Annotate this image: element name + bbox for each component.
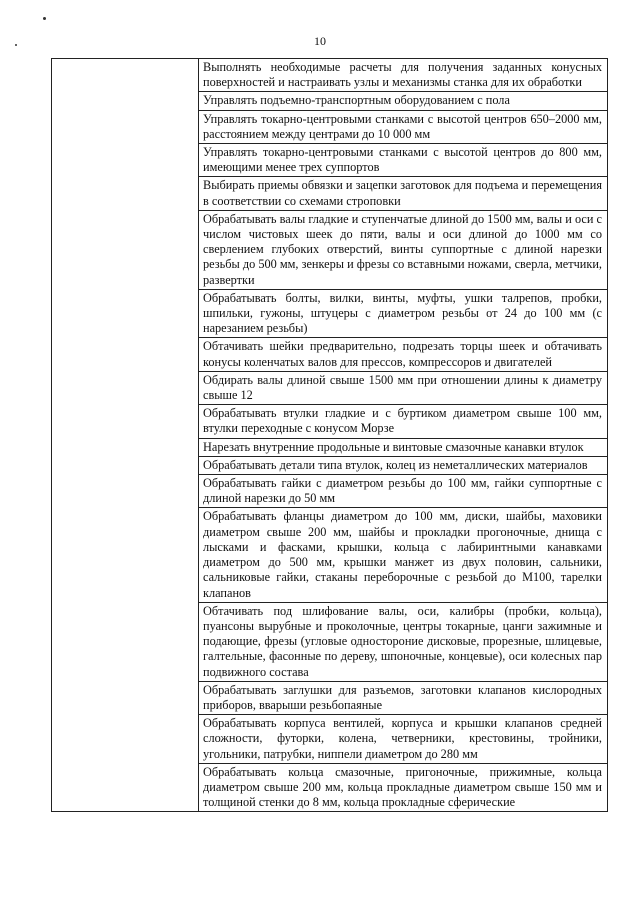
competency-table	[51, 58, 608, 812]
list-item: Обрабатывать детали типа втулок, колец из неметаллических материалов	[199, 457, 607, 475]
scan-speck-top	[43, 17, 46, 20]
left-column-cell	[52, 59, 199, 812]
table-row	[52, 59, 608, 812]
list-item: Обрабатывать болты, вилки, винты, муфты, ушки талрепов, пробки, шпильки, гужоны, штуцеры с диаметром резьбы от 24 до 100 мм (с нарезанием резьбы)	[199, 290, 607, 339]
list-item: Обрабатывать валы гладкие и ступенчатые длиной до 1500 мм, валы и оси с числом чистовых шеек до пяти, валы и оси длиной до 1000 мм со сверлением глубоких отверстий, винты суппортные с длиной нарезки резьбы до 500 мм, зенкеры и фрезы со вставными ножами, сверла, метчики, развертки	[199, 211, 607, 290]
list-item: Обдирать валы длиной свыше 1500 мм при отношении длины к диаметру свыше 12	[199, 372, 607, 405]
list-item: Обрабатывать кольца смазочные, пригоночные, прижимные, кольца диаметром свыше 200 мм, кольца прокладные диаметром свыше 150 мм и толщиной стенки до 8 мм, кольца прокладные сферические	[203, 764, 602, 810]
list-item: Выполнять необходимые расчеты для получения заданных конусных поверхностей и настраивать узлы и механизмы станка для их обработки	[199, 59, 607, 92]
list-item: Обтачивать под шлифование валы, оси, калибры (пробки, кольца), пуансоны вырубные и проколочные, центры токарные, цанги зажимные и подающие, фрезы (угловые одностороние дисковые, прорезные, шлицевые, галтельные, фасонные по дереву, шпоночные, концевые), оси колесных пар подвижного состава	[199, 603, 607, 682]
right-column-cell	[199, 59, 608, 812]
list-item: Управлять подъемно-транспортным оборудованием с пола	[199, 92, 607, 110]
list-item: Обрабатывать гайки с диаметром резьбы до 100 мм, гайки суппортные с длиной нарезки до 50 мм	[199, 475, 607, 508]
list-item: Обрабатывать фланцы диаметром до 100 мм, диски, шайбы, маховики диаметром свыше 200 мм, шайбы и прокладки прогоночные, днища с лысками и фасками, крышки, кольца с лабиринтными канавками диаметром до 500 мм, крышки манжет из двух половин, сальники, сальниковые гайки, стаканы переборочные с резьбой до М100, тарелки клапанов	[199, 508, 607, 602]
list-item: Обтачивать шейки предварительно, подрезать торцы шеек и обтачивать конусы коленчатых валов для прессов, компрессоров и двигателей	[199, 338, 607, 371]
list-item: Нарезать внутренние продольные и винтовые смазочные канавки втулок	[199, 439, 607, 457]
list-item: Управлять токарно-центровыми станками с высотой центров до 800 мм, имеющими менее трех суппортов	[199, 144, 607, 177]
list-item: Выбирать приемы обвязки и зацепки заготовок для подъема и перемещения в соответствии со схемами строповки	[199, 177, 607, 210]
list-item: Обрабатывать корпуса вентилей, корпуса и крышки клапанов средней сложности, футорки, колена, четверники, крестовины, тройники, угольники, патрубки, ниппели диаметром до 280 мм	[199, 715, 607, 764]
list-item: Обрабатывать втулки гладкие и с буртиком диаметром свыше 100 мм, втулки переходные с конусом Морзе	[199, 405, 607, 438]
page-number: 10	[314, 34, 326, 48]
list-item: Управлять токарно-центровыми станками с высотой центров 650–2000 мм, расстоянием между центрами до 10 000 мм	[199, 111, 607, 144]
list-item: Обрабатывать заглушки для разъемов, заготовки клапанов кислородных приборов, вварыши резьбопаяные	[199, 682, 607, 715]
